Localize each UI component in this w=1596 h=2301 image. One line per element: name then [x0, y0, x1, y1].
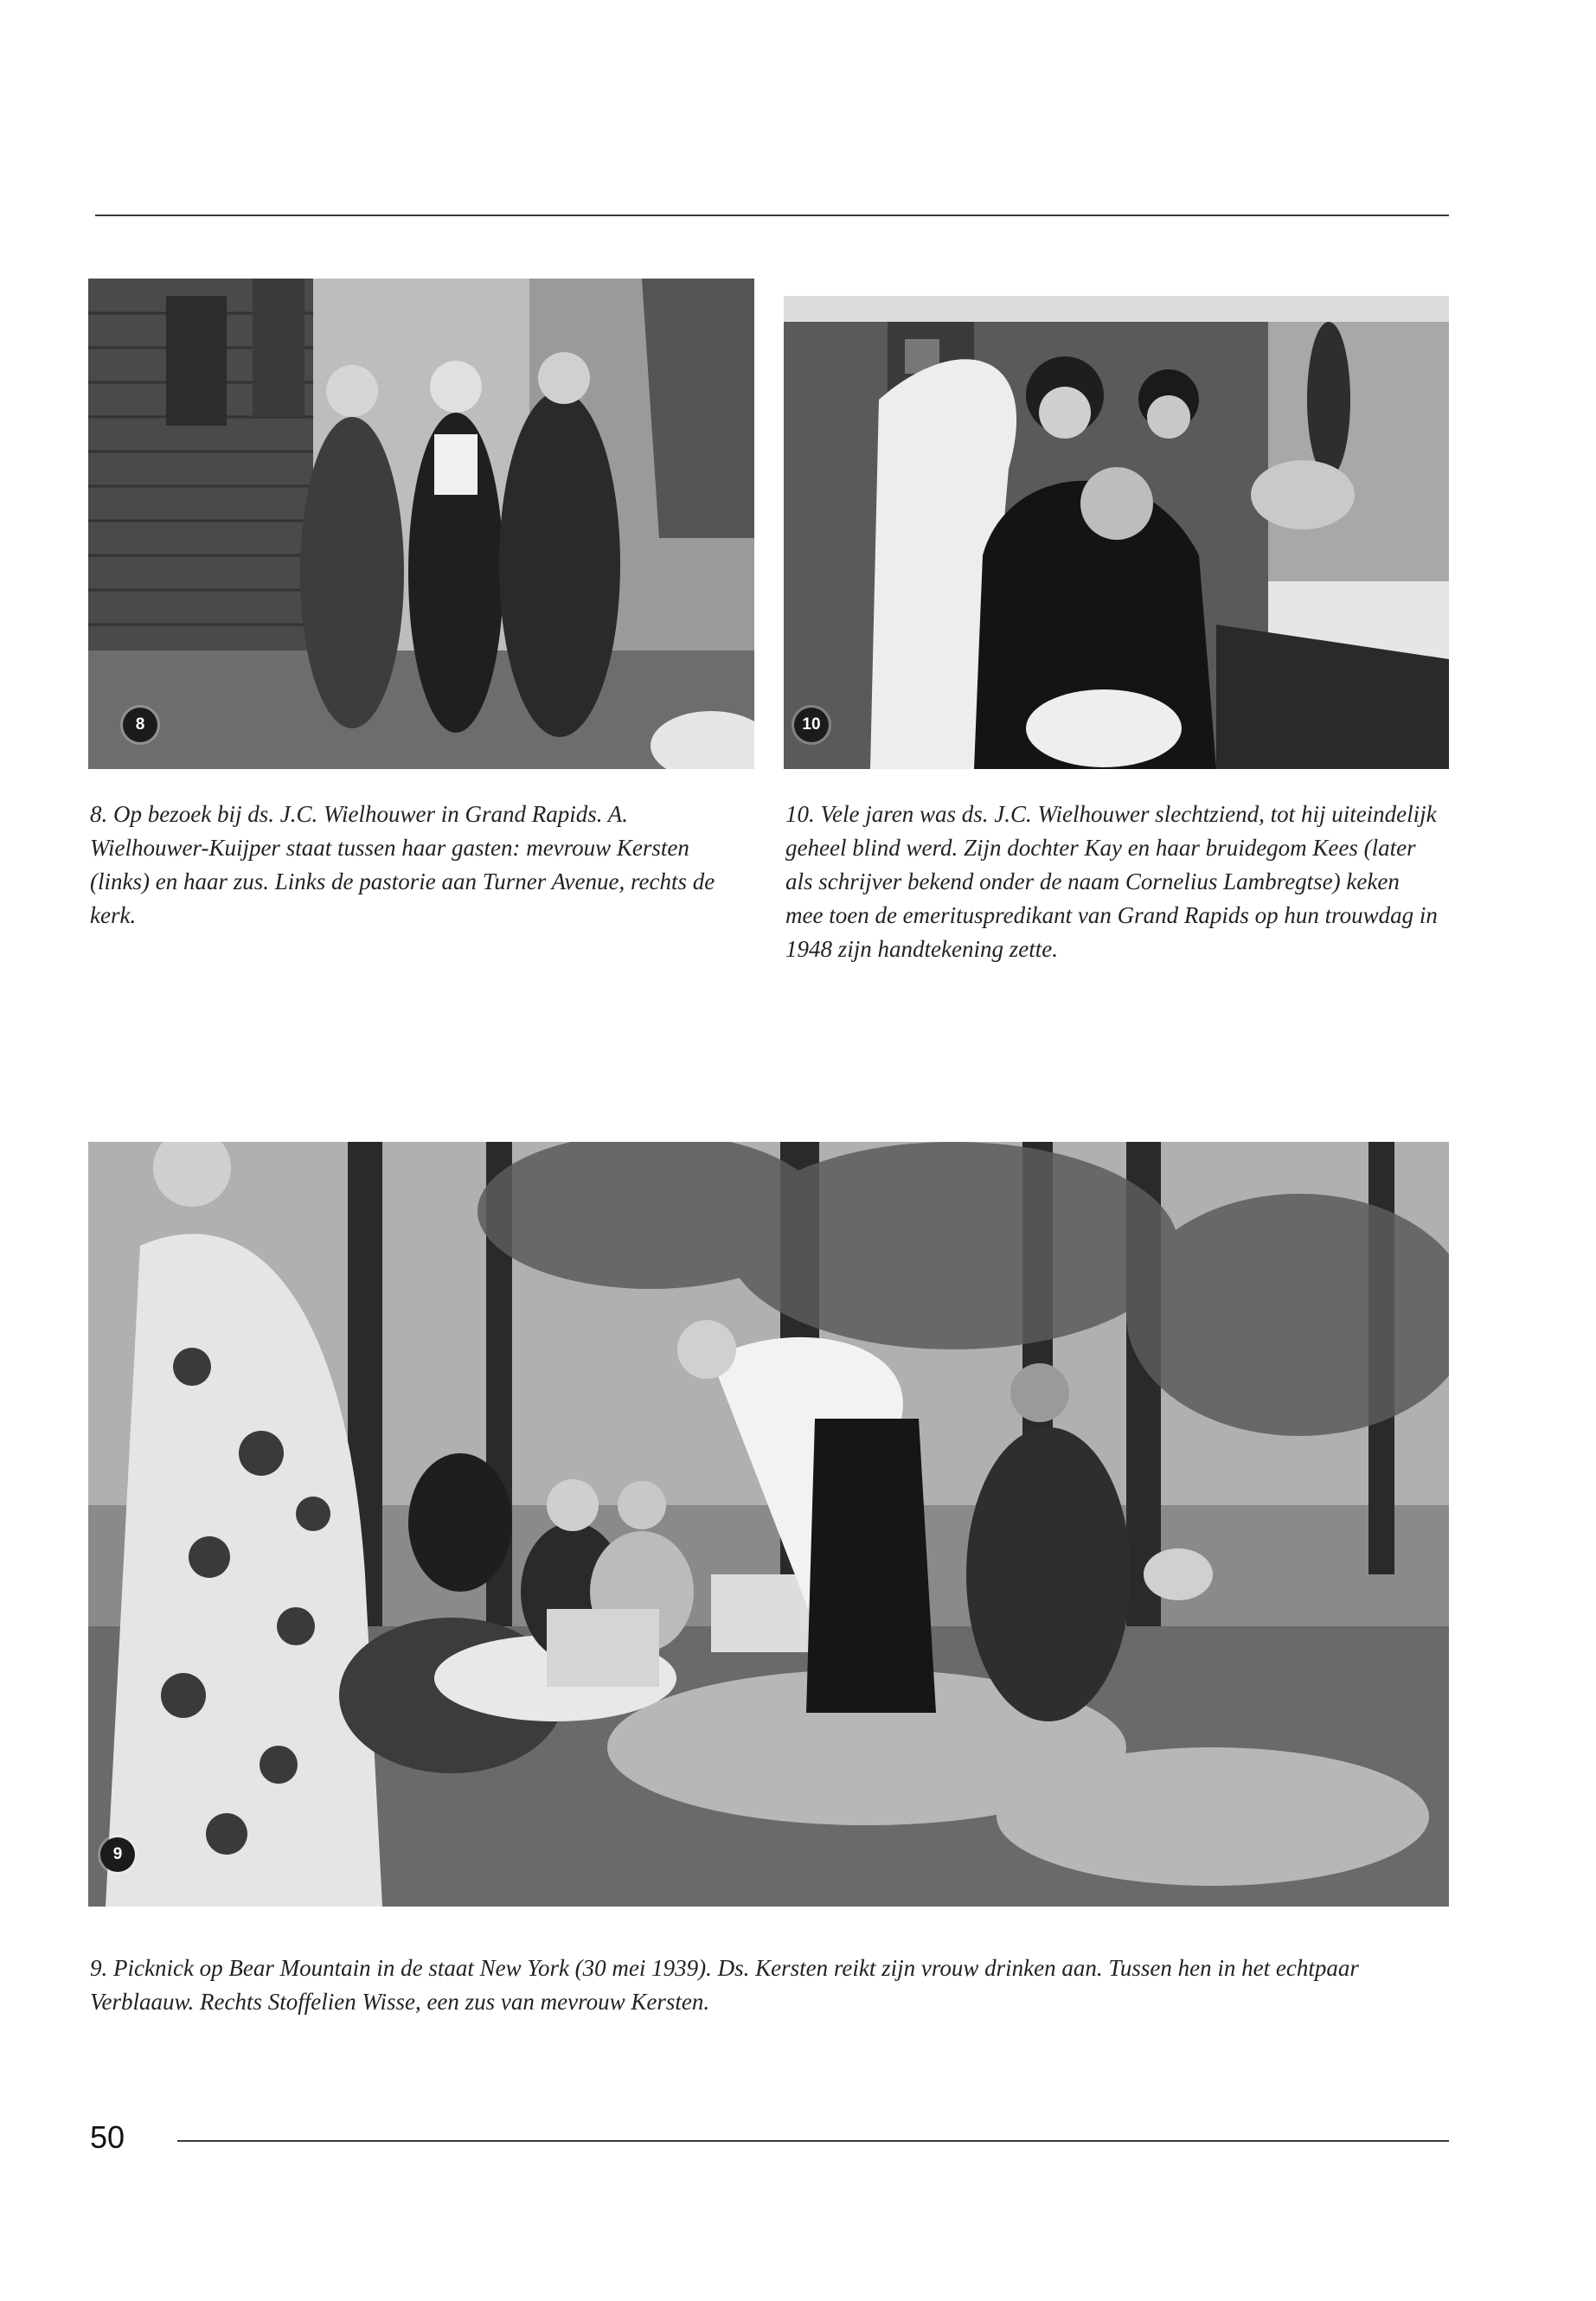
photo-10-image	[784, 296, 1449, 769]
photo-10-wedding-signature	[784, 296, 1449, 769]
photo-number-badge: 10	[794, 708, 829, 742]
photo-9-picnic	[88, 1142, 1449, 1907]
photo-9-image	[88, 1142, 1449, 1907]
top-rule	[95, 215, 1449, 216]
photo-8-image	[88, 279, 754, 769]
footer-rule	[177, 2140, 1449, 2142]
caption-10: 10. Vele jaren was ds. J.C. Wielhouwer slechtziend, tot hij uiteindelijk geheel blind werd. Zijn dochter Kay en haar bruidegom Kees (later als schrijver bekend onder de naam Cornelius Lambregtse) keken mee toen de emerituspredikant van Grand Rapids op hun trouwdag in 1948 zijn handtekening zette.	[785, 801, 1438, 962]
photo-number-badge: 9	[100, 1837, 135, 1872]
page-number: 50	[90, 2119, 125, 2155]
caption-8: 8. Op bezoek bij ds. J.C. Wielhouwer in Grand Rapids. A. Wielhouwer-Kuijper staat tussen haar gasten: mevrouw Kersten (links) en haar zus. Links de pastorie aan Turner Avenue, rechts de kerk.	[90, 801, 715, 928]
photo-number-badge: 8	[123, 708, 157, 742]
caption-9: 9. Picknick op Bear Mountain in de staat New York (30 mei 1939). Ds. Kersten reikt zijn vrouw drinken aan. Tussen hen in het echtpaar Verblaauw. Rechts Stoffelien Wisse, een zus van mevrouw Kersten.	[90, 1955, 1359, 2015]
photo-8-three-women	[88, 279, 754, 769]
